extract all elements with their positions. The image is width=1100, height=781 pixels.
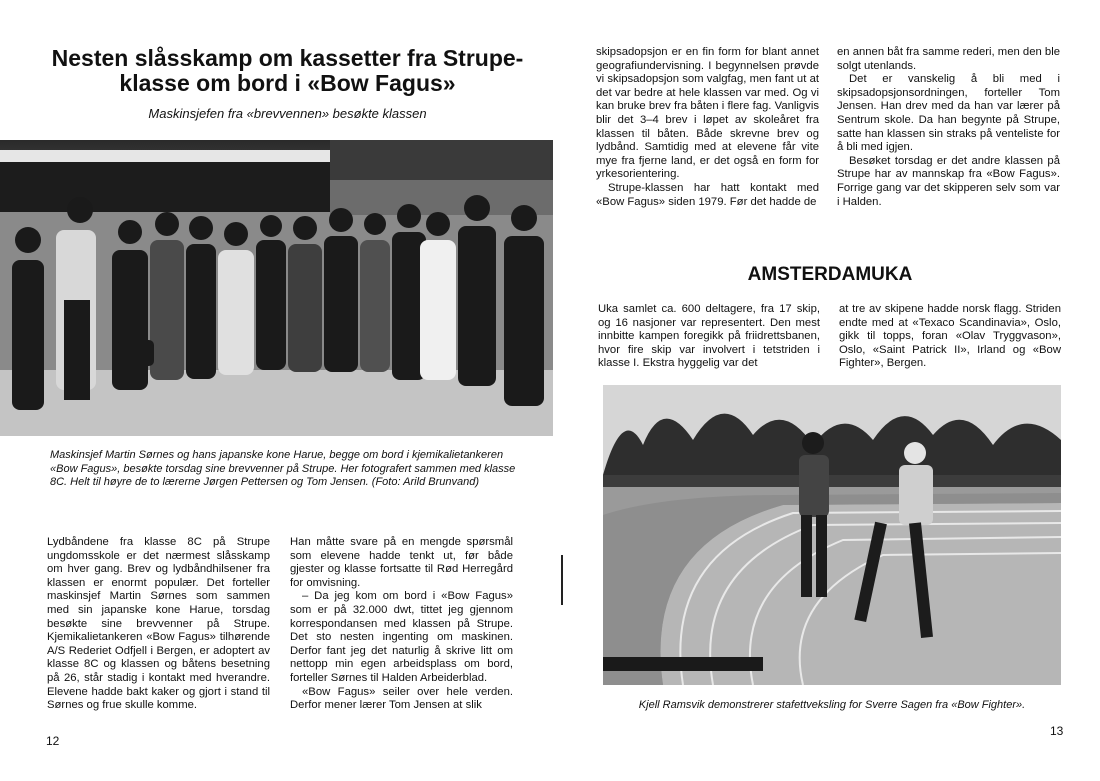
article-column-1 [47, 536, 270, 713]
amsterdam-paragraph-2: at tre av skipene hadde norsk flagg. Striden endte med at «Texaco Scandinavia», Oslo, gikk til topps, foran «Olav Tryggvason», Oslo, «Saint Patrick II», Irland og «Bow Fighter», Bergen. [839, 303, 1061, 370]
column-1-paragraph: Lydbåndene fra klasse 8C på Strupe ungdomsskole er det nærmest slåsskamp om hver gang. Brev og lydbåndhilsener fra klassen er enormt populær. Det forteller maskinsjef Martin Sørnes som sammen med sin japanske kone Harue, torsdag besøkte sine brevvenner på Strupe. Kjemikalietankeren «Bow Fagus» tilhørende A/S Rederiet Odfjell i Bergen, er adoptert av klasse 8C og klassen og båtens besetning på 26, står stadig i kontakt med hverandre. Elevene hadde bakt kaker og gjort i stand til Sørnes og frue skulle komme. [47, 536, 270, 712]
amsterdam-paragraph-1: Uka samlet ca. 600 deltagere, fra 17 skip, og 16 nasjoner var representert. Den mest innbitte kampen foregikk på friidrettsbanen, hvor fire skip var involvert i tetstriden i klasse I. Ekstra hyggelig var det [598, 303, 820, 370]
column-4-paragraph-3: Besøket torsdag er det andre klassen på Strupe har av mannskap fra «Bow Fagus». Forrige gang var det skipperen selv som var i Halden. [837, 154, 1060, 208]
group-photo-caption: Maskinsjef Martin Sørnes og hans japanske kone Harue, begge om bord i kjemikalietankeren «Bow Fagus», besøkte torsdag sine brevvenner på Strupe. Her fotografert sammen med klasse 8C. Helt til høyre de to lærerne Jørgen Pettersen og Tom Jensen. (Foto: Arild Brunvand) [50, 449, 516, 489]
group-photo-illustration [0, 140, 553, 436]
column-2-paragraph-1: Han måtte svare på en mengde spørsmål som elevene hadde tenkt ut, før både gjester og klasse fortsatte til Rød Herregård for omvisning. [290, 536, 513, 589]
article-column-4 [837, 46, 1060, 209]
page-number-right: 13 [1050, 724, 1064, 738]
relay-photo [603, 385, 1061, 685]
column-4-paragraph-2: Det er vanskelig å bli med i skipsadopsjonsordningen, forteller Tom Jensen. Han drev med da han var lærer på Sentrum skole. Da han begynte på Strupe, satte han klassen sin straks på venteliste for å bli med igjen. [837, 73, 1060, 154]
column-2-paragraph-2: – Da jeg kom om bord i «Bow Fagus» som er på 32.000 dwt, tittet jeg gjennom korrespondansen med klassen på Strupe. Det sto nesten ingenting om maskinen. Derfor fant jeg det naturlig å skrive litt om nettopp min egen arbeidsplass om bord, forteller Sørnes til Halden Arbeiderblad. [290, 590, 513, 684]
article-column-3 [596, 46, 819, 209]
page-number-left: 12 [46, 734, 60, 748]
amsterdam-heading: AMSTERDAMUKA [747, 264, 913, 285]
article-subheadline: Maskinsjefen fra «brevvennen» besøkte klassen [148, 106, 427, 121]
column-4-paragraph-1: en annen båt fra samme rederi, men den ble solgt utenlands. [837, 46, 1060, 72]
article-headline: Nesten slåsskamp om kassetter fra Strupe-klasse om bord i «Bow Fagus» [51, 45, 524, 96]
class-group-photo [0, 140, 553, 436]
column-3-paragraph-2: Strupe-klassen har hatt kontakt med «Bow Fagus» siden 1979. Før det hadde de [596, 181, 819, 208]
article-column-2 [290, 536, 513, 713]
relay-photo-caption: Kjell Ramsvik demonstrerer stafettveksling for Sverre Sagen fra «Bow Fighter». [638, 699, 1026, 711]
amsterdam-column-1 [598, 303, 820, 371]
amsterdam-column-2 [839, 303, 1061, 371]
column-3-paragraph-1: skipsadopsjon er en fin form for blant annet geografiundervisning. I begynnelsen prøvde vi skipsadopsjon som valgfag, men fant ut at det var bedre at hele klassen var med. Og vi kan bruke brev fra båten i flere fag. Vanligvis blir det 3–4 brev i løpet av skoleåret fra klassen til båten. Både skrevne brev og lydbånd. Samtidig med at elevene får vite mye fra fjerne land, er det også en form for yrkesorientering. [596, 46, 819, 181]
column-2-paragraph-3: «Bow Fagus» seiler over hele verden. Derfor mener lærer Tom Jensen at slik [290, 685, 513, 712]
relay-photo-illustration [603, 385, 1061, 685]
page-gutter-mark [561, 555, 563, 605]
